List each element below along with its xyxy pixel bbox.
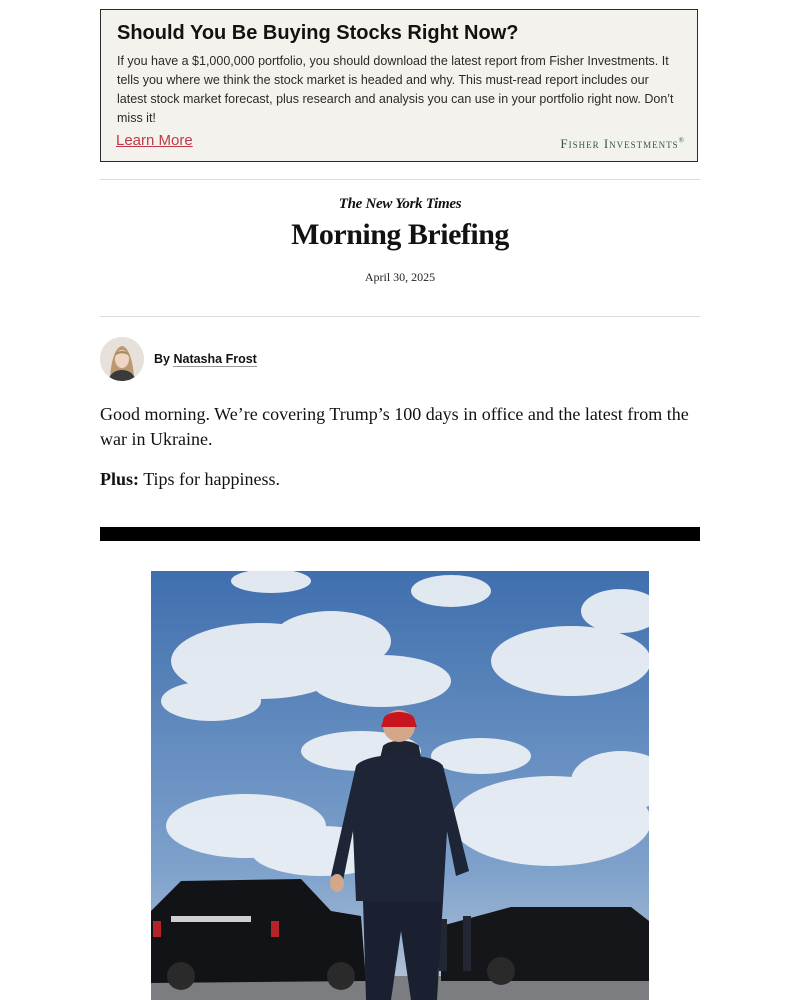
plus-text: Tips for happiness. — [139, 469, 281, 489]
learn-more-link[interactable]: Learn More — [116, 132, 193, 149]
newsletter-title: Morning Briefing — [291, 218, 509, 251]
section-bar — [100, 527, 700, 541]
registered-mark: ® — [678, 136, 685, 145]
plus-line — [100, 467, 700, 492]
intro-text: Good morning. We’re covering Trump’s 100 days in office and the latest from the war in Ukraine. — [100, 404, 689, 449]
byline-prefix: By — [154, 352, 170, 366]
author-link[interactable]: Natasha Frost — [173, 352, 257, 366]
divider — [100, 179, 700, 180]
byline-row — [100, 337, 700, 383]
byline — [154, 352, 257, 366]
issue-date: April 30, 2025 — [364, 270, 436, 284]
ad-body: If you have a $1,000,000 portfolio, you should download the latest report from Fisher Investments. It tells you where we think the stock market is headed and why. This must-read report includes our latest stock market forecast, plus research and analysis you can use in your portfolio right now. Don’t miss it! — [117, 54, 674, 125]
author-avatar — [100, 337, 144, 381]
ad-brand-logo — [560, 136, 685, 152]
nyt-logo[interactable]: The New York Times — [338, 196, 462, 212]
divider — [100, 316, 700, 317]
sponsored-ad[interactable] — [100, 9, 698, 162]
ad-title: Should You Be Buying Stocks Right Now? — [117, 22, 519, 44]
lead-photo[interactable] — [151, 571, 649, 1000]
ad-brand-name: Fisher Investments — [560, 136, 679, 151]
plus-label: Plus: — [100, 469, 140, 489]
